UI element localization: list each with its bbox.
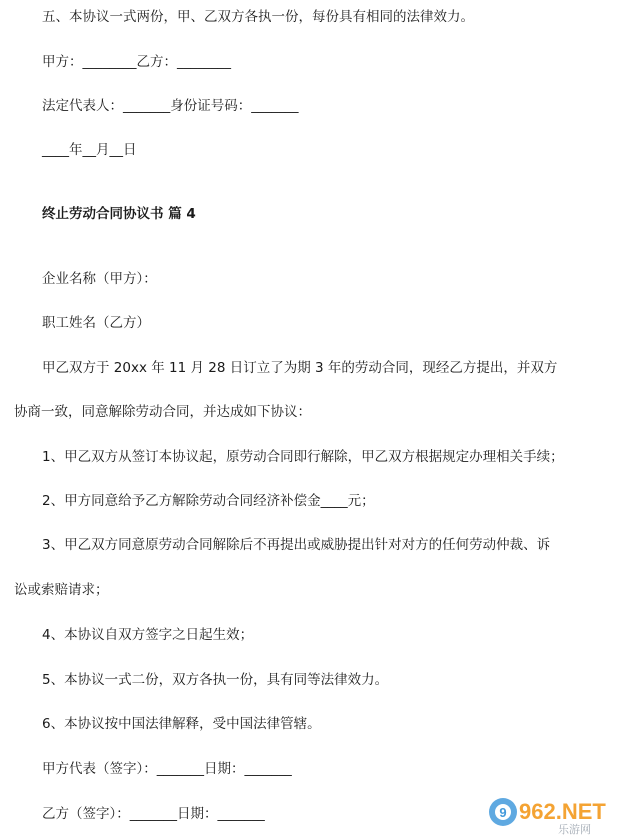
svg-text:9: 9 xyxy=(499,805,507,820)
intro-paragraph-line-1: 甲乙双方于 20xx 年 11 月 28 日订立了为期 3 年的劳动合同，现经乙方提出，并双方 xyxy=(42,360,558,376)
clause-five-line: 五、本协议一式两份，甲、乙双方各执一份，每份具有相同的法律效力。 xyxy=(42,9,474,25)
clause-five-line-b: 5、本协议一式二份，双方各执一份，具有同等法律效力。 xyxy=(42,672,389,688)
intro-paragraph-line-2: 协商一致，同意解除劳动合同，并达成如下协议： xyxy=(14,404,311,420)
clause-three-line-1: 3、甲乙双方同意原劳动合同解除后不再提出或威胁提出针对对方的任何劳动仲裁、诉 xyxy=(42,537,551,553)
legal-rep-line: 法定代表人：_______身份证号码：_______ xyxy=(42,98,299,114)
clause-six-line: 6、本协议按中国法律解释，受中国法律管辖。 xyxy=(42,716,321,732)
company-name-line: 企业名称（甲方）： xyxy=(42,271,157,287)
section-heading: 终止劳动合同协议书 篇 4 xyxy=(42,206,196,222)
party-signature-line: 甲方：________乙方：________ xyxy=(42,54,231,70)
watermark-brand-text: 962.NET xyxy=(519,799,606,824)
employee-name-line: 职工姓名（乙方） xyxy=(42,315,150,331)
watermark-sub-text: 乐游网 xyxy=(558,823,591,836)
clause-two-line: 2、甲方同意给予乙方解除劳动合同经济补偿金____元； xyxy=(42,493,375,509)
clause-three-line-2: 讼或索赔请求； xyxy=(14,582,109,598)
party-b-signature-line: 乙方（签字）：_______日期：_______ xyxy=(42,806,265,822)
clause-four-line: 4、本协议自双方签字之日起生效； xyxy=(42,627,254,643)
clause-one-line: 1、甲乙双方从签订本协议起，原劳动合同即行解除，甲乙双方根据规定办理相关手续； xyxy=(42,449,564,465)
party-a-signature-line: 甲方代表（签字）：_______日期：_______ xyxy=(42,761,292,777)
date-line: ____年__月__日 xyxy=(42,142,137,158)
site-watermark-logo xyxy=(486,792,614,836)
